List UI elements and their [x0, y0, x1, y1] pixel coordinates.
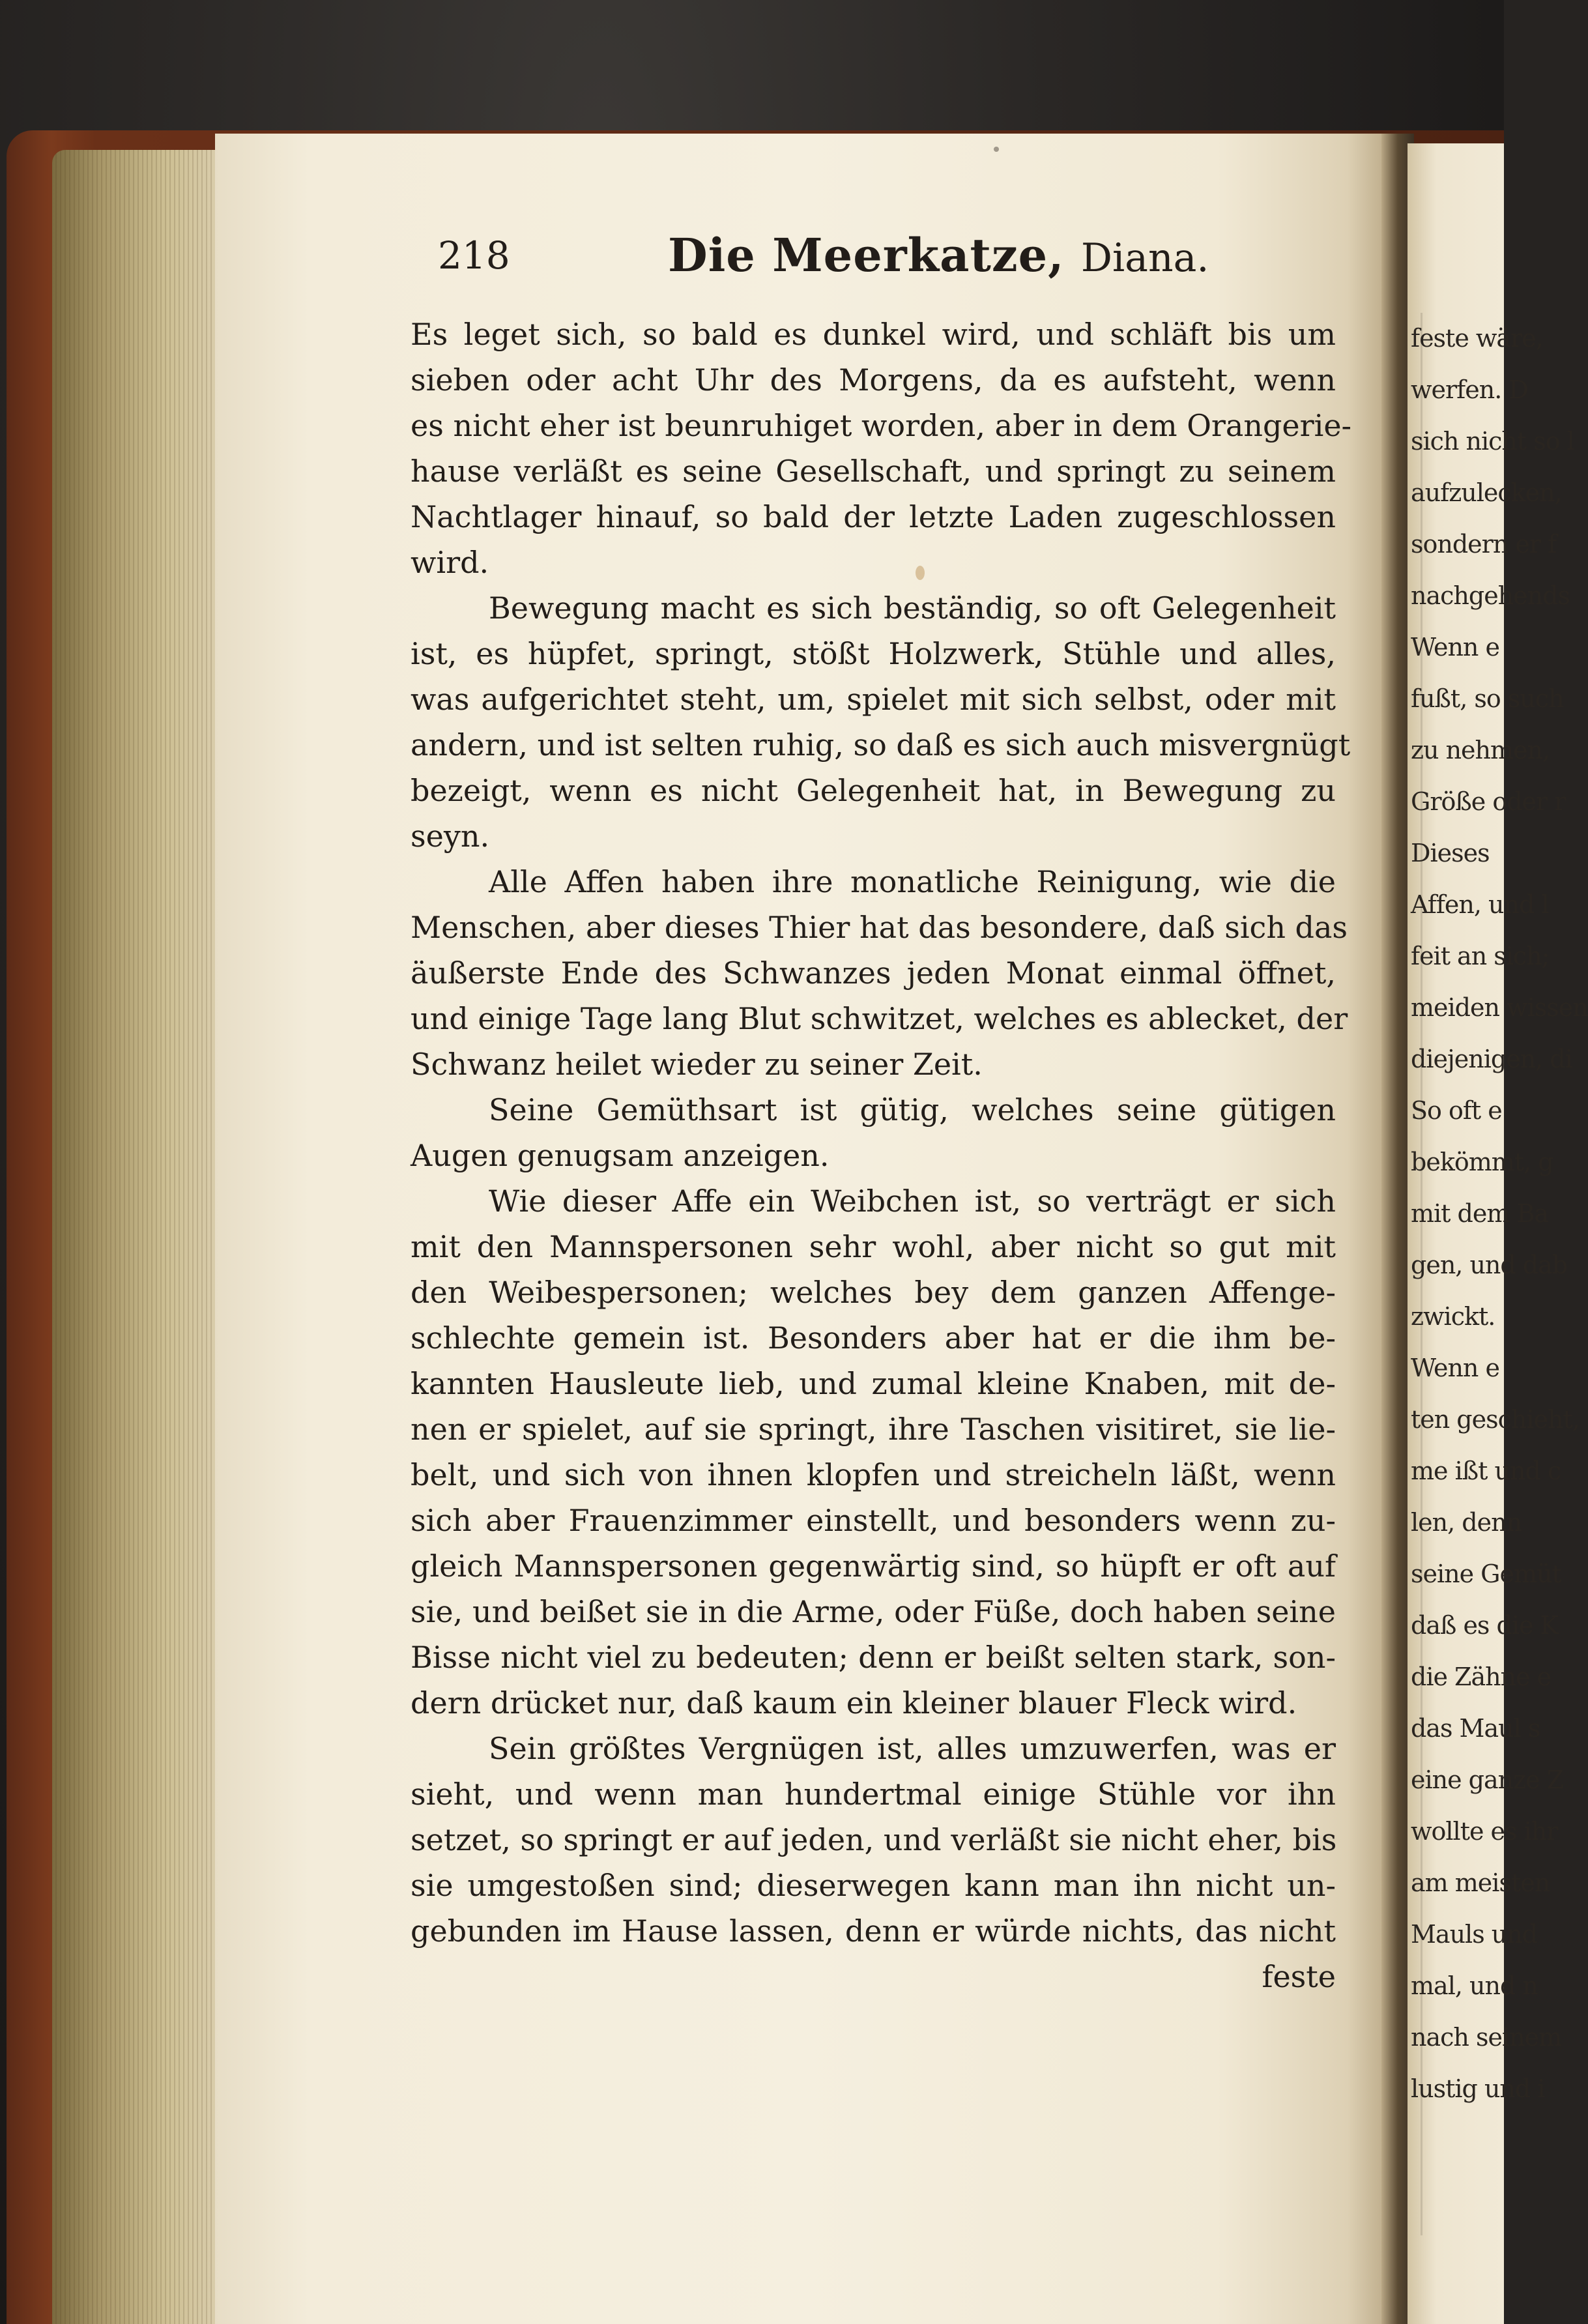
- text-line: sie, und beißet sie in die Arme, oder Füße, doch haben seine: [411, 1594, 1336, 1629]
- running-title-latin: Diana.: [1080, 235, 1209, 281]
- text-line: Es leget sich, so bald es dunkel wird, und schläft bis um: [411, 317, 1336, 352]
- text-line: dern drücket nur, daß kaum ein kleiner blauer Fleck wird.: [411, 1685, 1297, 1721]
- text-line: belt, und sich von ihnen klopfen und streicheln läßt, wenn: [411, 1457, 1336, 1492]
- text-line: Schwanz heilet wieder zu seiner Zeit.: [411, 1047, 983, 1082]
- text-line: es nicht eher ist beunruhiget worden, aber in dem Orangerie-: [411, 408, 1352, 443]
- running-title: [668, 228, 1209, 282]
- running-title-main: Die Meerkatze,: [668, 228, 1065, 282]
- text-line: setzet, so springt er auf jeden, und verläßt sie nicht eher, bis: [411, 1822, 1337, 1857]
- facing-page-line: So oft e: [1411, 1096, 1502, 1125]
- facing-page-line: daß es die K: [1411, 1611, 1558, 1640]
- facing-page-line: fußt, so such: [1411, 684, 1564, 713]
- facing-page-line: gen, und dab: [1411, 1251, 1568, 1279]
- page-number: 218: [438, 233, 510, 278]
- facing-page-line: zwickt.: [1411, 1302, 1495, 1331]
- facing-page-line: die Zähne e: [1411, 1663, 1552, 1691]
- facing-page-line: werfen. D: [1411, 375, 1528, 404]
- text-line: was aufgerichtet steht, um, spielet mit sich selbst, oder mit: [411, 682, 1336, 717]
- facing-page-line: bekömmt, g: [1411, 1148, 1553, 1176]
- facing-page-line: eine ganze Z: [1411, 1765, 1564, 1794]
- text-line: bezeigt, wenn es nicht Gelegenheit hat, in Bewegung zu: [411, 773, 1336, 808]
- text-line: sieht, und wenn man hundertmal einige Stühle vor ihn: [411, 1777, 1336, 1812]
- facing-page-line: lustig und i: [1411, 2074, 1545, 2103]
- text-line: Sein größtes Vergnügen ist, alles umzuwerfen, was er: [489, 1731, 1336, 1766]
- text-line: gebunden im Hause lassen, denn er würde nichts, das nicht: [411, 1913, 1336, 1949]
- facing-page-line: Größe oder r: [1411, 787, 1566, 816]
- text-line: Nachtlager hinauf, so bald der letzte Laden zugeschlossen: [411, 499, 1336, 534]
- text-line: mit den Mannspersonen sehr wohl, aber nicht so gut mit: [411, 1229, 1336, 1264]
- facing-page-line: das Maul s: [1411, 1714, 1540, 1743]
- text-line: sieben oder acht Uhr des Morgens, da es aufsteht, wenn: [411, 362, 1336, 398]
- text-line: wird.: [411, 545, 489, 580]
- text-line: nen er spielet, auf sie springt, ihre Taschen visitiret, sie lie-: [411, 1412, 1336, 1447]
- text-line: und einige Tage lang Blut schwitzet, welches es ablecket, der: [411, 1001, 1348, 1036]
- facing-page-line: Wenn e: [1411, 1354, 1499, 1382]
- facing-page-line: feste wäre,: [1411, 324, 1543, 353]
- facing-page-line: nachgehends: [1411, 581, 1570, 610]
- text-line: ist, es hüpfet, springt, stößt Holzwerk, Stühle und alles,: [411, 636, 1336, 671]
- facing-page-line: aufzulecken,: [1411, 478, 1562, 507]
- facing-page-line: Wenn e: [1411, 633, 1499, 661]
- facing-page-line: seine Gemüt: [1411, 1560, 1561, 1588]
- facing-page-line: Dieses: [1411, 839, 1490, 867]
- facing-page-line: ten geschieht,: [1411, 1405, 1580, 1434]
- text-line: gleich Mannspersonen gegenwärtig sind, so hüpft er oft auf: [411, 1548, 1336, 1584]
- text-line: schlechte gemein ist. Besonders aber hat er die ihm be-: [411, 1320, 1336, 1356]
- facing-page-line: mit dem Ba: [1411, 1199, 1549, 1228]
- facing-page-line: len, denn: [1411, 1508, 1522, 1537]
- text-line: äußerste Ende des Schwanzes jeden Monat einmal öffnet,: [411, 955, 1336, 991]
- facing-page-line: Mauls und: [1411, 1920, 1538, 1949]
- text-line: sich aber Frauenzimmer einstellt, und besonders wenn zu-: [411, 1503, 1336, 1538]
- facing-page-line: sich nicht so l: [1411, 427, 1574, 456]
- facing-page-line: wollte es ihr: [1411, 1817, 1558, 1846]
- text-line: Menschen, aber dieses Thier hat das besondere, daß sich das: [411, 910, 1348, 945]
- catchword: feste: [1262, 1959, 1336, 1994]
- facing-page-line: diejenigen, di: [1411, 1045, 1572, 1073]
- facing-page-line: zu nehmen,: [1411, 736, 1550, 764]
- text-line: Wie dieser Affe ein Weibchen ist, so verträgt er sich: [489, 1184, 1336, 1219]
- text-line: Bisse nicht viel zu bedeuten; denn er beißt selten stark, son-: [411, 1640, 1336, 1675]
- text-line: andern, und ist selten ruhig, so daß es sich auch misvergnügt: [411, 727, 1351, 763]
- text-line: kannten Hausleute lieb, und zumal kleine Knaben, mit de-: [411, 1366, 1336, 1401]
- text-line: Bewegung macht es sich beständig, so oft Gelegenheit: [489, 590, 1336, 626]
- facing-page-line: mal, und n: [1411, 1971, 1538, 2000]
- ink-spot: [994, 147, 999, 152]
- text-line: sie umgestoßen sind; dieserwegen kann man ihn nicht un-: [411, 1868, 1336, 1903]
- text-line: Augen genugsam anzeigen.: [411, 1138, 830, 1173]
- text-line: Alle Affen haben ihre monatliche Reinigung, wie die: [489, 864, 1336, 899]
- text-line: hause verläßt es seine Gesellschaft, und springt zu seinem: [411, 454, 1336, 489]
- body-text: [411, 312, 1352, 1999]
- text-line: Seine Gemüthsart ist gütig, welches seine gütigen: [489, 1092, 1336, 1127]
- facing-page-line: meiden wissen: [1411, 993, 1588, 1022]
- page-edges: [52, 150, 215, 2324]
- facing-page-line: nach seinem: [1411, 2023, 1562, 2052]
- facing-page-line: am meisten: [1411, 1868, 1550, 1897]
- facing-page-line: sondern er f: [1411, 530, 1557, 559]
- facing-page-line: feit an sich;: [1411, 942, 1550, 970]
- facing-page-line: Affen, und l: [1411, 890, 1549, 919]
- facing-page-line: me ißt und c: [1411, 1457, 1561, 1485]
- facing-page-text: [1411, 313, 1588, 2115]
- text-line: seyn.: [411, 819, 490, 854]
- text-line: den Weibespersonen; welches bey dem ganzen Affenge-: [411, 1275, 1336, 1310]
